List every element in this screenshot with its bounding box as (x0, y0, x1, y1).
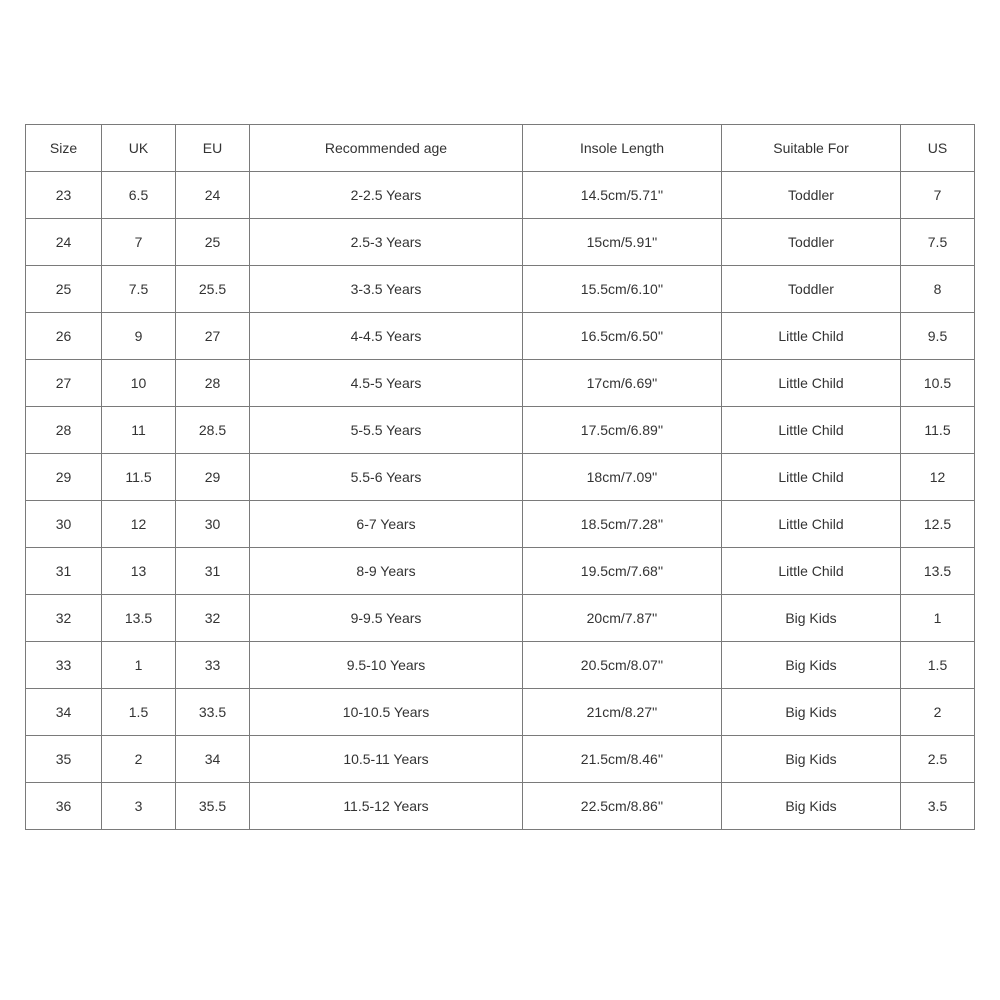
table-row (26, 736, 975, 783)
cell-recommended-age: 4.5-5 Years (250, 360, 523, 407)
cell-uk: 1 (102, 642, 176, 689)
cell-insole-length: 17.5cm/6.89'' (523, 407, 722, 454)
cell-size: 24 (26, 219, 102, 266)
cell-recommended-age: 3-3.5 Years (250, 266, 523, 313)
cell-uk: 7.5 (102, 266, 176, 313)
table-row (26, 642, 975, 689)
cell-eu: 24 (176, 172, 250, 219)
cell-suitable-for: Toddler (722, 172, 901, 219)
cell-insole-length: 15cm/5.91'' (523, 219, 722, 266)
header-insole-length: Insole Length (523, 125, 722, 172)
table-row (26, 360, 975, 407)
cell-us: 2 (901, 689, 975, 736)
cell-us: 9.5 (901, 313, 975, 360)
cell-recommended-age: 5-5.5 Years (250, 407, 523, 454)
cell-eu: 28.5 (176, 407, 250, 454)
cell-us: 10.5 (901, 360, 975, 407)
cell-us: 13.5 (901, 548, 975, 595)
cell-size: 34 (26, 689, 102, 736)
cell-uk: 7 (102, 219, 176, 266)
cell-suitable-for: Big Kids (722, 783, 901, 830)
cell-uk: 1.5 (102, 689, 176, 736)
cell-insole-length: 20cm/7.87'' (523, 595, 722, 642)
cell-recommended-age: 2.5-3 Years (250, 219, 523, 266)
header-size: Size (26, 125, 102, 172)
table-header-row (26, 125, 975, 172)
cell-insole-length: 22.5cm/8.86'' (523, 783, 722, 830)
cell-uk: 2 (102, 736, 176, 783)
cell-insole-length: 17cm/6.69'' (523, 360, 722, 407)
cell-recommended-age: 8-9 Years (250, 548, 523, 595)
cell-suitable-for: Toddler (722, 219, 901, 266)
header-uk: UK (102, 125, 176, 172)
cell-us: 1 (901, 595, 975, 642)
cell-eu: 25.5 (176, 266, 250, 313)
cell-recommended-age: 9-9.5 Years (250, 595, 523, 642)
cell-insole-length: 19.5cm/7.68'' (523, 548, 722, 595)
cell-size: 32 (26, 595, 102, 642)
cell-us: 7.5 (901, 219, 975, 266)
table-row (26, 313, 975, 360)
table-row (26, 548, 975, 595)
cell-us: 8 (901, 266, 975, 313)
cell-size: 25 (26, 266, 102, 313)
cell-eu: 35.5 (176, 783, 250, 830)
cell-us: 11.5 (901, 407, 975, 454)
cell-recommended-age: 11.5-12 Years (250, 783, 523, 830)
cell-uk: 12 (102, 501, 176, 548)
table-row (26, 407, 975, 454)
cell-eu: 33 (176, 642, 250, 689)
cell-suitable-for: Big Kids (722, 595, 901, 642)
cell-size: 28 (26, 407, 102, 454)
cell-recommended-age: 6-7 Years (250, 501, 523, 548)
table-row (26, 595, 975, 642)
cell-size: 29 (26, 454, 102, 501)
cell-recommended-age: 2-2.5 Years (250, 172, 523, 219)
table-row (26, 501, 975, 548)
cell-suitable-for: Big Kids (722, 689, 901, 736)
cell-uk: 11.5 (102, 454, 176, 501)
cell-size: 30 (26, 501, 102, 548)
header-suitable-for: Suitable For (722, 125, 901, 172)
cell-eu: 25 (176, 219, 250, 266)
cell-us: 7 (901, 172, 975, 219)
cell-us: 12 (901, 454, 975, 501)
cell-eu: 34 (176, 736, 250, 783)
cell-eu: 27 (176, 313, 250, 360)
cell-insole-length: 14.5cm/5.71'' (523, 172, 722, 219)
cell-eu: 28 (176, 360, 250, 407)
cell-uk: 3 (102, 783, 176, 830)
cell-eu: 29 (176, 454, 250, 501)
table-row (26, 219, 975, 266)
cell-us: 12.5 (901, 501, 975, 548)
cell-uk: 11 (102, 407, 176, 454)
cell-size: 31 (26, 548, 102, 595)
cell-size: 26 (26, 313, 102, 360)
cell-insole-length: 18cm/7.09'' (523, 454, 722, 501)
cell-size: 33 (26, 642, 102, 689)
cell-uk: 9 (102, 313, 176, 360)
cell-recommended-age: 10.5-11 Years (250, 736, 523, 783)
header-us: US (901, 125, 975, 172)
cell-uk: 6.5 (102, 172, 176, 219)
cell-size: 35 (26, 736, 102, 783)
table-row (26, 172, 975, 219)
cell-recommended-age: 5.5-6 Years (250, 454, 523, 501)
cell-size: 23 (26, 172, 102, 219)
cell-suitable-for: Toddler (722, 266, 901, 313)
cell-size: 27 (26, 360, 102, 407)
cell-eu: 33.5 (176, 689, 250, 736)
cell-suitable-for: Little Child (722, 407, 901, 454)
cell-suitable-for: Little Child (722, 313, 901, 360)
cell-suitable-for: Little Child (722, 454, 901, 501)
header-eu: EU (176, 125, 250, 172)
table-body (26, 172, 975, 830)
cell-insole-length: 18.5cm/7.28'' (523, 501, 722, 548)
table-row (26, 454, 975, 501)
cell-suitable-for: Big Kids (722, 642, 901, 689)
table-row (26, 266, 975, 313)
cell-eu: 30 (176, 501, 250, 548)
table-row (26, 783, 975, 830)
cell-insole-length: 15.5cm/6.10'' (523, 266, 722, 313)
cell-us: 2.5 (901, 736, 975, 783)
cell-us: 3.5 (901, 783, 975, 830)
cell-insole-length: 21cm/8.27'' (523, 689, 722, 736)
cell-uk: 13 (102, 548, 176, 595)
cell-suitable-for: Little Child (722, 548, 901, 595)
cell-eu: 31 (176, 548, 250, 595)
cell-recommended-age: 10-10.5 Years (250, 689, 523, 736)
cell-suitable-for: Little Child (722, 501, 901, 548)
table-row (26, 689, 975, 736)
cell-insole-length: 16.5cm/6.50'' (523, 313, 722, 360)
cell-recommended-age: 9.5-10 Years (250, 642, 523, 689)
size-chart-table (25, 124, 975, 830)
cell-suitable-for: Little Child (722, 360, 901, 407)
header-recommended-age: Recommended age (250, 125, 523, 172)
cell-recommended-age: 4-4.5 Years (250, 313, 523, 360)
cell-uk: 10 (102, 360, 176, 407)
cell-insole-length: 21.5cm/8.46'' (523, 736, 722, 783)
cell-us: 1.5 (901, 642, 975, 689)
cell-insole-length: 20.5cm/8.07'' (523, 642, 722, 689)
cell-eu: 32 (176, 595, 250, 642)
cell-uk: 13.5 (102, 595, 176, 642)
cell-size: 36 (26, 783, 102, 830)
cell-suitable-for: Big Kids (722, 736, 901, 783)
